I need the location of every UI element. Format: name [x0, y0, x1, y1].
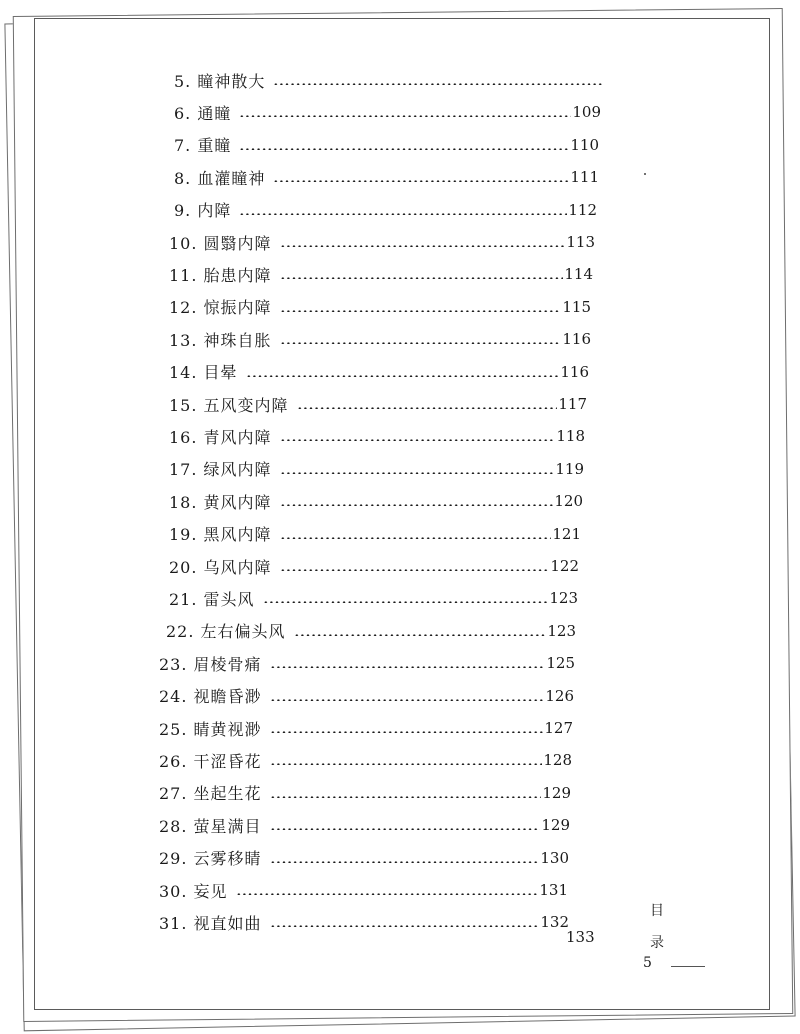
- toc-entry: [169, 488, 583, 514]
- toc-entry-title: 19. 黑风内障: [169, 525, 272, 545]
- toc-entry-page: 128: [543, 751, 572, 770]
- toc-entry: [169, 391, 587, 417]
- toc-entry: [169, 326, 591, 352]
- toc-entry-title: 31. 视直如曲: [159, 913, 262, 933]
- toc-entry-page: 133: [566, 927, 595, 946]
- toc-entry-page: 130: [540, 848, 569, 867]
- toc-entry-page: 126: [545, 686, 574, 705]
- toc-entry: [169, 359, 589, 385]
- toc-entry-title: 6. 通瞳: [174, 103, 232, 123]
- toc-trailing-page: [565, 924, 595, 950]
- toc-entry: [174, 164, 599, 190]
- toc-entry-page: 113: [566, 233, 595, 251]
- dot-leader: [239, 148, 569, 150]
- dot-leader: [236, 893, 539, 895]
- toc-entry-title: 23. 眉棱骨痛: [159, 654, 262, 674]
- toc-entry-title: 7. 重瞳: [174, 136, 232, 156]
- dot-leader: [280, 342, 562, 344]
- toc-entry-page: 117: [558, 395, 587, 413]
- toc-entry-page: 123: [547, 621, 576, 640]
- dot-leader: [270, 925, 540, 927]
- dot-leader: [270, 763, 543, 765]
- toc-entry-page: 114: [564, 265, 593, 284]
- dot-leader: [270, 861, 540, 863]
- dot-leader: [280, 537, 552, 539]
- toc-entry: [159, 909, 569, 935]
- toc-entry-title: 26. 干涩昏花: [159, 751, 262, 771]
- toc-entry: [159, 877, 568, 903]
- toc-entry-page: 127: [544, 719, 573, 737]
- toc-entry-title: 13. 神珠自胀: [169, 330, 272, 350]
- toc-entry-title: 15. 五风变内障: [169, 395, 289, 415]
- toc-entry-title: 24. 视瞻昏渺: [159, 687, 262, 707]
- toc-entry-page: 125: [546, 654, 575, 673]
- toc-entry-page: 131: [539, 881, 568, 899]
- toc-entry-title: 5. 瞳神散大: [174, 71, 266, 91]
- toc-entry: [169, 229, 595, 255]
- running-head-char: 录: [650, 935, 664, 951]
- dot-leader: [280, 277, 564, 279]
- dot-leader: [263, 601, 549, 603]
- toc-list: [35, 19, 769, 1009]
- toc-entry-title: 20. 乌风内障: [169, 557, 272, 577]
- toc-entry: [159, 683, 574, 709]
- dot-leader: [270, 731, 544, 733]
- toc-entry: [169, 456, 584, 482]
- toc-entry: [169, 585, 578, 611]
- toc-entry: [174, 132, 599, 158]
- toc-entry: [174, 67, 603, 93]
- dot-leader: [297, 407, 558, 409]
- toc-entry-title: 29. 云雾移睛: [159, 849, 262, 869]
- dot-leader: [273, 83, 602, 85]
- toc-entry-page: 123: [549, 589, 578, 608]
- toc-entry-page: 116: [560, 362, 589, 381]
- toc-entry-title: 14. 目晕: [169, 363, 238, 383]
- toc-entry: [159, 780, 571, 806]
- toc-entry-title: 8. 血灌瞳神: [174, 168, 266, 188]
- dot-leader: [280, 245, 566, 247]
- dot-leader: [270, 666, 546, 668]
- toc-entry-page: 129: [542, 783, 571, 802]
- toc-entry-page: 120: [554, 492, 583, 511]
- toc-entry-title: 9. 内障: [174, 201, 232, 221]
- toc-entry: [169, 294, 591, 320]
- toc-entry-title: 21. 雷头风: [169, 589, 255, 609]
- toc-entry-page: 116: [562, 330, 591, 349]
- dot-leader: [280, 504, 554, 506]
- toc-entry-title: 28. 萤星满目: [159, 816, 262, 836]
- toc-entry-title: 11. 胎患内障: [169, 265, 272, 285]
- toc-entry: [159, 650, 575, 676]
- dot-leader: [239, 213, 567, 215]
- toc-entry-page: 121: [552, 524, 581, 543]
- toc-entry: [159, 715, 573, 741]
- dot-leader: [270, 699, 545, 701]
- dot-leader: [294, 634, 547, 636]
- page-number: 5: [643, 955, 652, 971]
- toc-entry-page: 129: [541, 816, 570, 835]
- toc-entry-title: 17. 绿风内障: [169, 460, 272, 480]
- toc-entry-title: 10. 圆翳内障: [169, 233, 272, 253]
- toc-entry-title: 22. 左右偏头风: [166, 622, 286, 642]
- toc-entry-page: 118: [556, 427, 585, 446]
- dot-leader: [273, 180, 569, 182]
- toc-entry-page: 111: [570, 168, 599, 187]
- toc-entry-title: 18. 黄风内障: [169, 492, 272, 512]
- toc-entry-page: 115: [562, 297, 591, 316]
- toc-entry: [159, 747, 572, 773]
- dot-leader: [270, 796, 542, 798]
- running-head-char: 目: [650, 903, 664, 919]
- toc-entry-title: 27. 坐起生花: [159, 784, 262, 804]
- toc-entry-page: 109: [572, 103, 601, 122]
- toc-entry: [169, 261, 593, 287]
- dot-leader: [270, 828, 541, 830]
- toc-entry: [174, 99, 601, 125]
- toc-entry-page: 110: [570, 135, 599, 154]
- dot-leader: [280, 310, 562, 312]
- toc-entry-title: 16. 青风内障: [169, 427, 272, 447]
- toc-entry-page: 112: [568, 200, 597, 219]
- toc-entry: [174, 197, 597, 223]
- toc-entry-page: 132: [540, 913, 569, 932]
- toc-page: [34, 18, 770, 1010]
- toc-entry-title: 25. 睛黄视渺: [159, 719, 262, 739]
- toc-entry-page: 119: [555, 459, 584, 478]
- dot-leader: [280, 569, 550, 571]
- toc-entry-title: 12. 惊振内障: [169, 298, 272, 318]
- toc-entry: [169, 423, 585, 449]
- toc-entry: [166, 618, 576, 644]
- toc-entry-title: 30. 妄见: [159, 881, 228, 901]
- dot-leader: [280, 439, 556, 441]
- dot-leader: [280, 472, 555, 474]
- dot-leader: [239, 115, 571, 117]
- toc-entry: [159, 812, 570, 838]
- ink-speck: [644, 173, 646, 175]
- toc-entry-page: 122: [550, 557, 579, 575]
- running-head: [647, 895, 667, 959]
- toc-entry: [169, 521, 581, 547]
- dot-leader: [246, 375, 560, 377]
- toc-entry: [159, 845, 569, 871]
- toc-entry: [169, 553, 579, 579]
- folio-rule: [671, 966, 705, 967]
